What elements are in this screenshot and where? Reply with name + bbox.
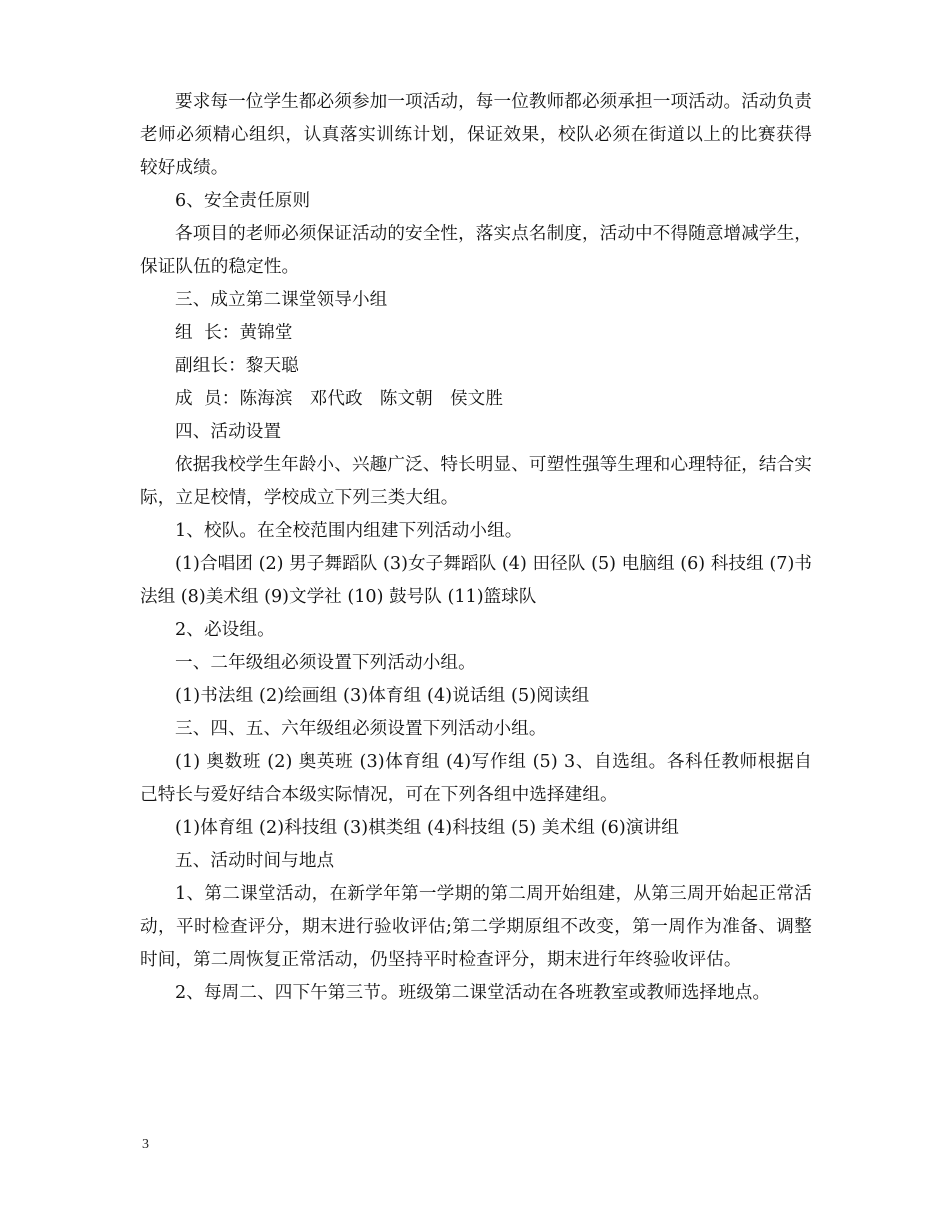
heading-activity-setup: 四、活动设置: [175, 422, 282, 442]
paragraph-setup-basis: 依据我校学生年龄小、兴趣广泛、特长明显、可塑性强等生理和心理特征，结合实际，立足校情，学校成立下列三类大组。: [140, 455, 812, 508]
page-number: 3: [142, 1137, 149, 1152]
heading-safety-principle: 6、安全责任原则: [175, 191, 311, 211]
grades-three-six-heading: 三、四、五、六年级组必须设置下列活动小组。: [175, 719, 547, 739]
elective-groups: (1)体育组 (2)科技组 (3)棋类组 (4)科技组 (5) 美术组 (6)演讲组: [175, 818, 679, 838]
paragraph-weekly-time: 2、每周二、四下午第三节。班级第二课堂活动在各班教室或教师选择地点。: [175, 983, 771, 1003]
document-body: [140, 86, 812, 1010]
item-school-team: 1、校队。在全校范围内组建下列活动小组。: [175, 521, 523, 541]
school-team-groups: (1)合唱团 (2) 男子舞蹈队 (3)女子舞蹈队 (4) 田径队 (5) 电脑组 (6) 科技组 (7)书法组 (8)美术组 (9)文学社 (10) 鼓号队 (11)篮球队: [140, 554, 812, 607]
grades-three-six-groups: (1) 奥数班 (2) 奥英班 (3)体育组 (4)写作组 (5) 3、自选组。各科任教师根据自己特长与爱好结合本级实际情况，可在下列各组中选择建组。: [140, 752, 812, 805]
grades-one-two-groups: (1)书法组 (2)绘画组 (3)体育组 (4)说话组 (5)阅读组: [175, 686, 590, 706]
heading-time-and-place: 五、活动时间与地点: [175, 851, 335, 871]
grades-one-two-heading: 一、二年级组必须设置下列活动小组。: [175, 653, 476, 673]
heading-leadership-group: 三、成立第二课堂领导小组: [175, 290, 388, 310]
paragraph-activity-requirement: 要求每一位学生都必须参加一项活动，每一位教师都必须承担一项活动。活动负责老师必须精心组织，认真落实训练计划，保证效果，校队必须在街道以上的比赛获得较好成绩。: [140, 92, 812, 178]
group-members: 成 员：陈海滨 邓代政 陈文朝 侯文胜: [175, 389, 504, 409]
deputy-group-leader: 副组长：黎天聪: [175, 356, 299, 376]
item-required-groups: 2、必设组。: [175, 620, 275, 640]
group-leader: 组 长：黄锦堂: [175, 323, 293, 343]
paragraph-schedule: 1、第二课堂活动，在新学年第一学期的第二周开始组建，从第三周开始起正常活动，平时检查评分，期末进行验收评估;第二学期原组不改变，第一周作为准备、调整时间，第二周恢复正常活动，仍坚持平时检查评分，期末进行年终验收评估。: [140, 884, 812, 970]
paragraph-safety: 各项目的老师必须保证活动的安全性，落实点名制度，活动中不得随意增减学生，保证队伍的稳定性。: [140, 224, 812, 277]
